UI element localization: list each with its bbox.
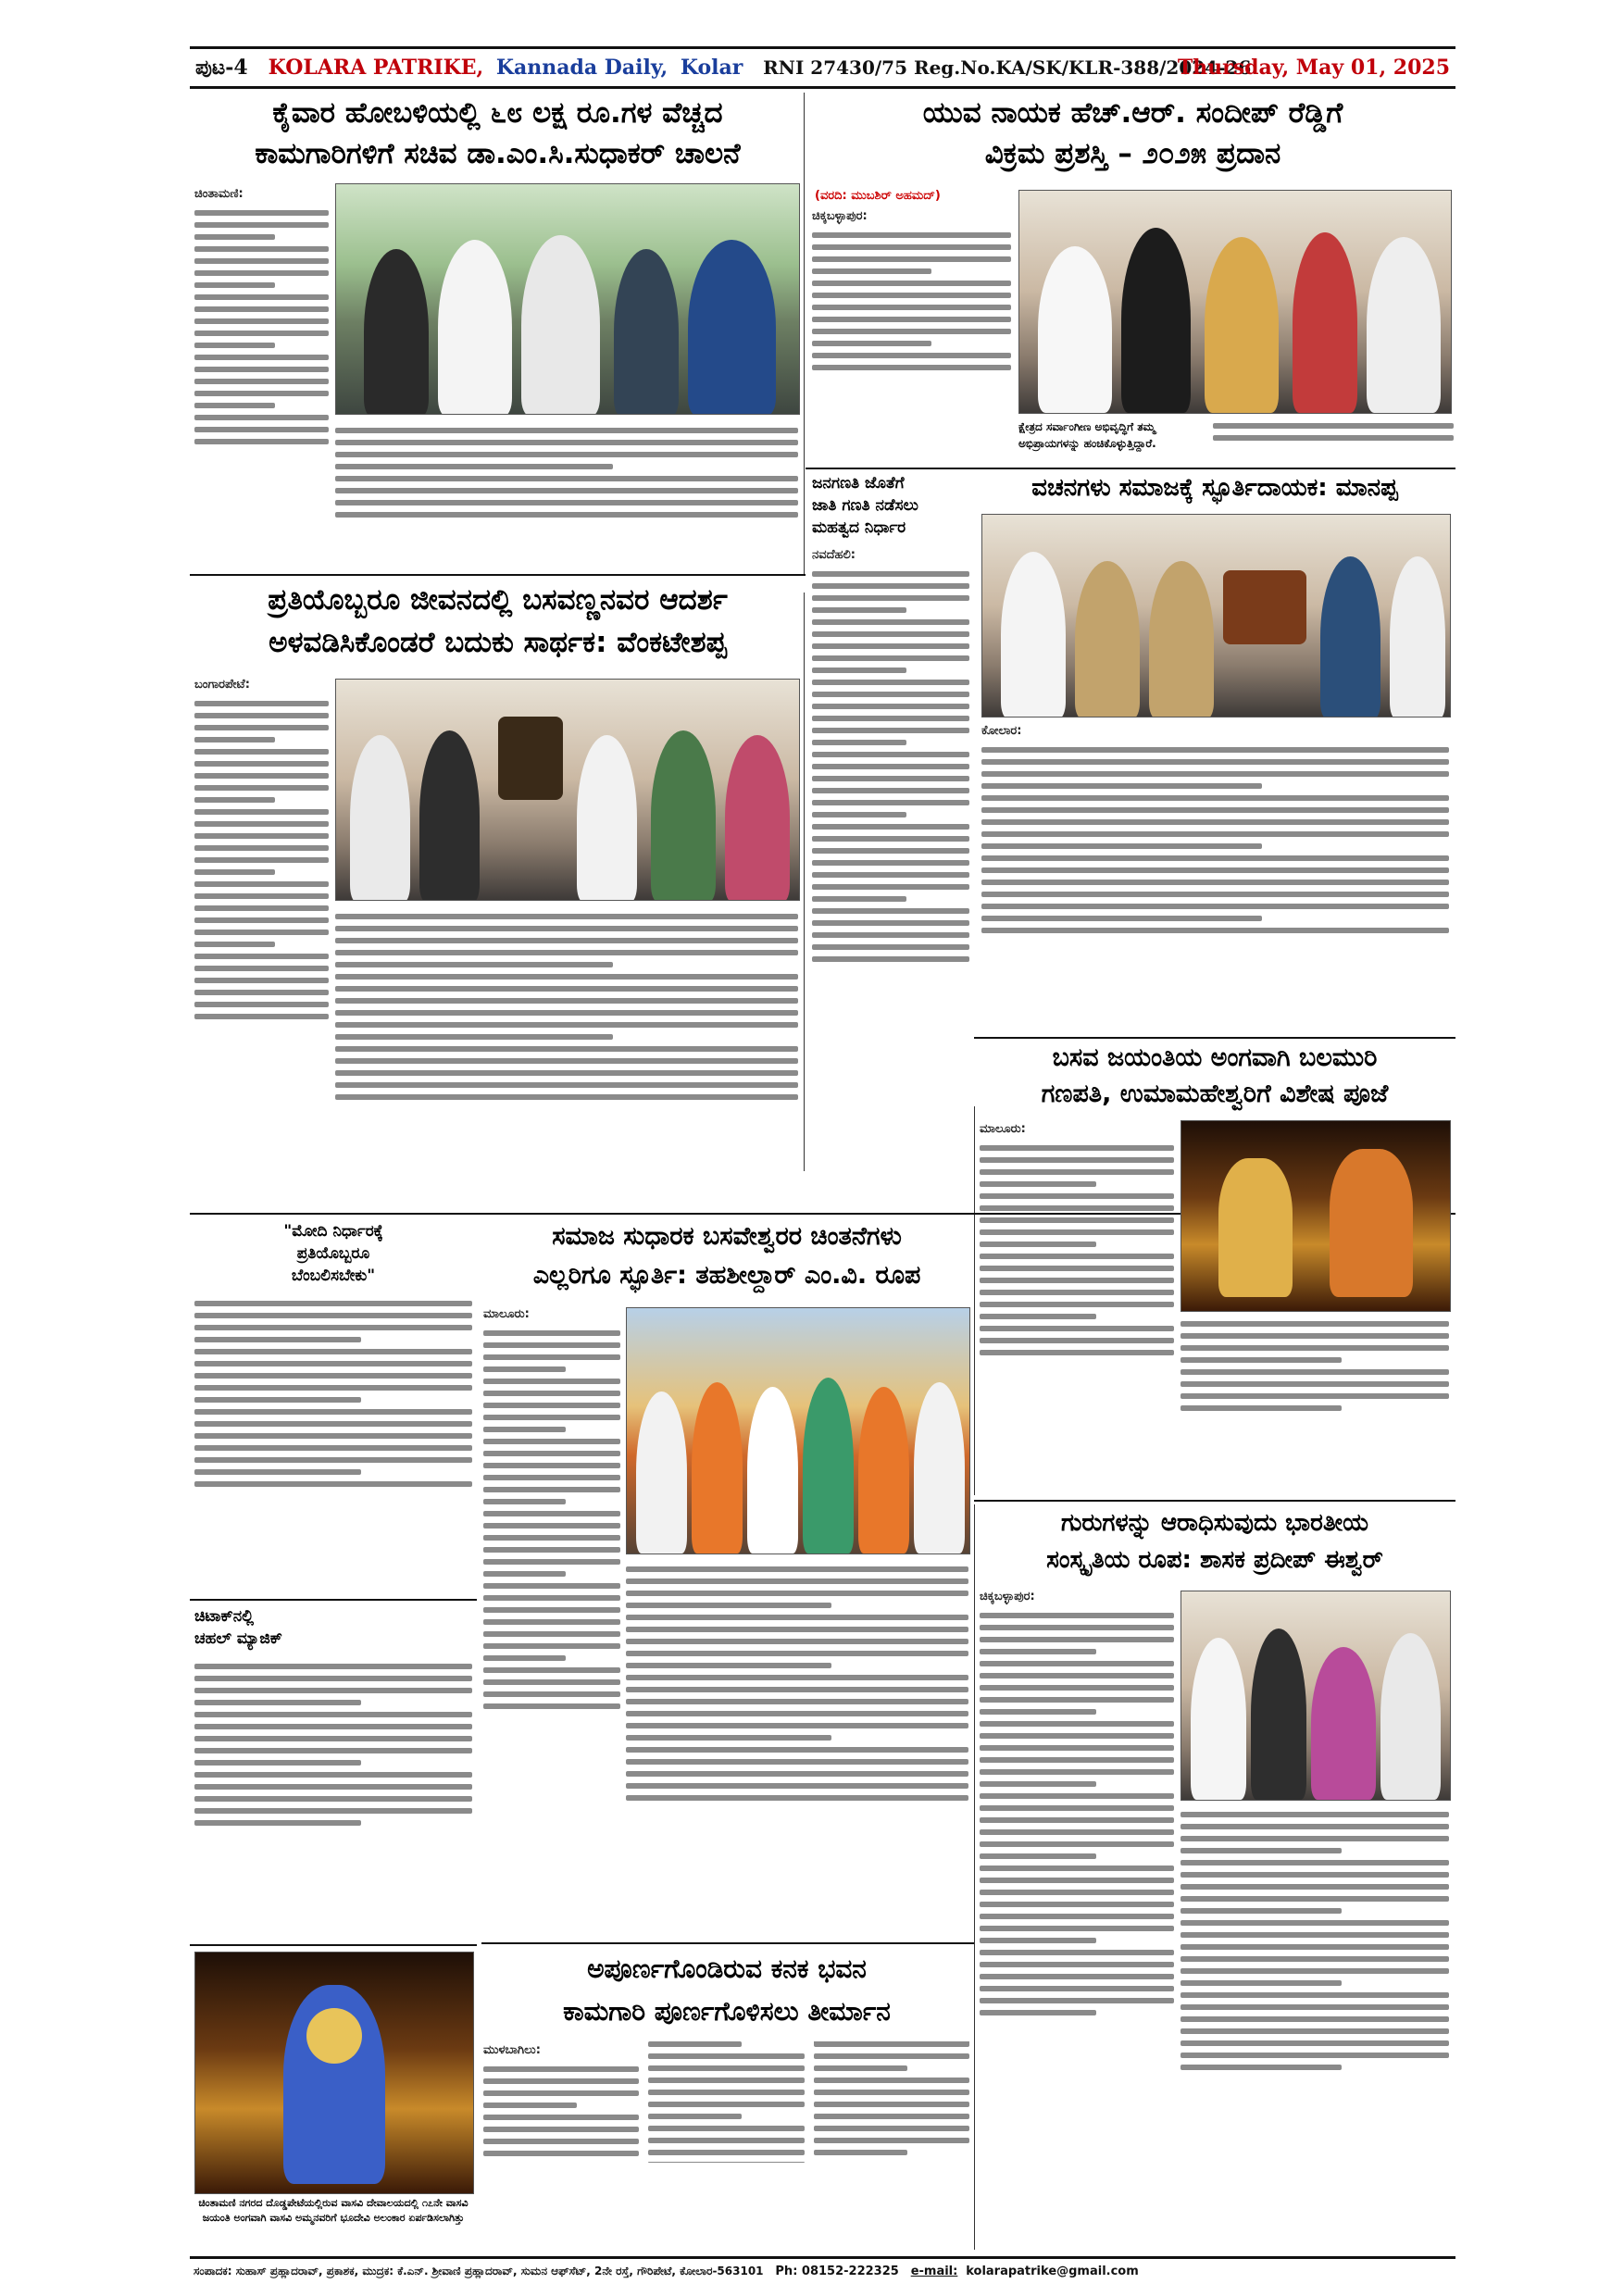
imprint-email[interactable]: kolarapatrike@gmail.com bbox=[966, 2265, 1139, 2278]
story10-headline-line2: ಚಹಲ್ ಮ್ಯಾಜಿಕ್ bbox=[194, 1629, 282, 1648]
story1-body-col1 bbox=[194, 185, 329, 574]
story2-photo bbox=[1018, 190, 1452, 414]
section-rule bbox=[974, 1500, 1455, 1502]
vasavi-shrine-caption: ಚಿಂತಾಮಣಿ ನಗರದ ದೊಡ್ಡಪೇಟೆಯಲ್ಲಿರುವ ವಾಸವಿ ದೇವಾಲಯದಲ್ಲಿ ೧೭ನೇ ವಾಸವಿ ಜಯಂತಿ ಅಂಗವಾಗಿ ವಾಸವಿ ಅಮ್ಮನವರಿಗೆ ಭೂದೇವಿ ಅಲಂಕಾರ ಏರ್ಪಡಿಸಲಾಗಿತ್ತು bbox=[198, 2197, 468, 2224]
story9-photo bbox=[1181, 1591, 1451, 1801]
story5-dateline: ಕೋಲಾರ: bbox=[981, 724, 1022, 738]
section-rule bbox=[974, 1037, 1455, 1039]
story9-headline-line1: ಗುರುಗಳನ್ನು ಆರಾಧಿಸುವುದು ಭಾರತೀಯ bbox=[1061, 1509, 1368, 1537]
story9-dateline: ಚಿಕ್ಕಬಳ್ಳಾಪುರ: bbox=[980, 1590, 1035, 1603]
story8-body-lower bbox=[626, 1560, 968, 1940]
story1-photo bbox=[335, 183, 800, 415]
story5-body bbox=[981, 722, 1449, 1032]
story4-headline-line3: ಮಹತ್ವದ ನಿರ್ಧಾರ bbox=[812, 518, 906, 537]
page-number: ಪುಟ-4 bbox=[195, 56, 248, 80]
story5-photo bbox=[981, 514, 1451, 718]
column-rule bbox=[974, 1504, 975, 2250]
story8-photo bbox=[626, 1307, 970, 1554]
story5-headline: ವಚನಗಳು ಸಮಾಜಕ್ಕೆ ಸ್ಫೂರ್ತಿದಾಯಕ: ಮಾನಪ್ಪ bbox=[1031, 474, 1398, 502]
story10-body bbox=[194, 1657, 472, 1940]
imprint-phone: Ph: 08152-222325 bbox=[775, 2265, 899, 2278]
imprint-email-label: e-mail: bbox=[910, 2265, 958, 2278]
story9-headline-line2: ಸಂಸ್ಕೃತಿಯ ರೂಪ: ಶಾಸಕ ಪ್ರದೀಪ್ ಈಶ್ವರ್ bbox=[1046, 1546, 1383, 1574]
story3-body-col1 bbox=[194, 676, 329, 1204]
story6-headline-line2: ಗಣಪತಿ, ಉಮಾಮಹೇಶ್ವರಿಗೆ ವಿಶೇಷ ಪೂಜೆ bbox=[1041, 1079, 1389, 1108]
story4-body bbox=[812, 546, 969, 1213]
story2-headline-line2: ವಿಕ್ರಮ ಪ್ರಶಸ್ತಿ – ೨೦೨೫ ಪ್ರದಾನ bbox=[984, 137, 1281, 170]
section-rule bbox=[190, 1944, 477, 1946]
story11-body bbox=[483, 2041, 969, 2250]
paper-edition: Kannada Daily, bbox=[495, 56, 668, 80]
story2-photo-caption: ಕ್ಷೇತ್ರದ ಸರ್ವಾಂಗೀಣ ಅಭಿವೃದ್ಧಿಗೆ ತಮ್ಮ ಅಭಿಪ್ರಾಯಗಳನ್ನು ಹಂಚಿಕೊಳ್ಳುತ್ತಿದ್ದಾರೆ. bbox=[1018, 420, 1156, 450]
story1-dateline: ಚಿಂತಾಮಣಿ: bbox=[194, 187, 244, 201]
masthead bbox=[190, 46, 1455, 89]
story9-body-col2 bbox=[1181, 1805, 1449, 2248]
story4-headline-line1: ಜನಗಣತಿ ಜೊತೆಗೆ bbox=[812, 474, 905, 493]
paper-city: Kolar bbox=[680, 56, 743, 80]
story6-photo bbox=[1181, 1120, 1451, 1312]
story10-headline-line1: ಚಿಟಾಕ್‌ನಲ್ಲಿ bbox=[194, 1607, 255, 1626]
story2-byline: (ವರದಿ: ಮುಬಶಿರ್ ಅಹಮದ್) bbox=[815, 189, 941, 203]
section-rule bbox=[481, 1942, 974, 1944]
story4-headline-line2: ಜಾತಿ ಗಣತಿ ನಡೆಸಲು bbox=[812, 496, 918, 515]
story8-dateline: ಮಾಲೂರು: bbox=[483, 1307, 530, 1321]
column-rule bbox=[804, 593, 805, 1171]
registration-number: RNI 27430/75 Reg.No.KA/SK/KLR-388/2024-26 bbox=[763, 56, 1252, 79]
story7-body bbox=[194, 1294, 472, 1595]
story3-photo bbox=[335, 679, 800, 901]
imprint-text: ಸಂಪಾದಕ: ಸುಹಾಸ್ ಪ್ರಹ್ಲಾದರಾವ್, ಪ್ರಕಾಶಕ, ಮುದ್ರಕ: ಕೆ.ಎನ್. ಶ್ರೀವಾಣಿ ಪ್ರಹ್ಲಾದರಾವ್, ಸುಮನ ಆಫ್‌ಸೆಟ್, 2ನೇ ರಸ್ತೆ, ಗೌರಿಪೇಟೆ, ಕೋಲಾರ-563101 bbox=[194, 2265, 764, 2277]
imprint-footer bbox=[190, 2256, 1455, 2283]
story2-body-col1 bbox=[812, 207, 1011, 467]
story1-headline-line2: ಕಾಮಗಾರಿಗಳಿಗೆ ಸಚಿವ ಡಾ.ಎಂ.ಸಿ.ಸುಧಾಕರ್ ಚಾಲನೆ bbox=[255, 137, 741, 170]
story2-dateline: ಚಿಕ್ಕಬಳ್ಳಾಪುರ: bbox=[812, 209, 868, 223]
section-rule bbox=[190, 1599, 477, 1601]
story3-headline-line1: ಪ್ರತಿಯೊಬ್ಬರೂ ಜೀವನದಲ್ಲಿ ಬಸವಣ್ಣನವರ ಆದರ್ಶ bbox=[268, 583, 728, 617]
column-rule bbox=[804, 93, 805, 574]
column-rule bbox=[974, 1106, 975, 1495]
paper-name: KOLARA PATRIKE, bbox=[268, 56, 484, 80]
story11-dateline: ಮುಳಬಾಗಿಲು: bbox=[483, 2043, 541, 2057]
story3-body-lower bbox=[335, 907, 798, 1204]
story9-body-col1 bbox=[980, 1588, 1174, 2245]
story11-headline-line2: ಕಾಮಗಾರಿ ಪೂರ್ಣಗೊಳಿಸಲು ತೀರ್ಮಾನ bbox=[563, 1996, 891, 2027]
issue-date: Thursday, May 01, 2025 bbox=[1177, 56, 1450, 80]
story8-headline-line2: ಎಲ್ಲರಿಗೂ ಸ್ಫೂರ್ತಿ: ತಹಶೀಲ್ದಾರ್ ಎಂ.ವಿ. ರೂಪ bbox=[532, 1261, 921, 1290]
story11-headline-line1: ಅಪೂರ್ಣಗೊಂಡಿರುವ ಕನಕ ಭವನ bbox=[587, 1953, 867, 1984]
story1-body-lower bbox=[335, 421, 798, 569]
story3-headline-line2: ಅಳವಡಿಸಿಕೊಂಡರೆ ಬದುಕು ಸಾರ್ಥಕ: ವೆಂಕಟೇಶಪ್ಪ bbox=[269, 626, 727, 659]
story2-headline-line1: ಯುವ ನಾಯಕ ಹೆಚ್.ಆರ್. ಸಂದೀಪ್ ರೆಡ್ಡಿಗೆ bbox=[922, 96, 1343, 130]
story6-dateline: ಮಾಲೂರು: bbox=[980, 1122, 1026, 1136]
section-rule bbox=[190, 574, 806, 576]
story6-headline-line1: ಬಸವ ಜಯಂತಿಯ ಅಂಗವಾಗಿ ಬಲಮುರಿ bbox=[1052, 1043, 1378, 1072]
story7-headline-line2: ಪ್ರತಿಯೊಬ್ಬರೂ bbox=[296, 1244, 370, 1263]
section-rule bbox=[806, 468, 1455, 469]
story7-headline-line3: ಬೆಂಬಲಿಸಬೇಕು" bbox=[291, 1267, 376, 1285]
vasavi-shrine-photo bbox=[194, 1952, 474, 2194]
story8-body-col1 bbox=[483, 1305, 620, 1940]
story7-headline-line1: "ಮೋದಿ ನಿರ್ಧಾರಕ್ಕೆ bbox=[283, 1222, 383, 1241]
story1-headline-line1: ಕೈವಾರ ಹೋಬಳಿಯಲ್ಲಿ ೬೮ ಲಕ್ಷ ರೂ.ಗಳ ವೆಚ್ಚದ bbox=[272, 96, 723, 130]
story6-body-col2 bbox=[1181, 1315, 1449, 1495]
story2-body-col3 bbox=[1213, 417, 1454, 465]
story6-body-col1 bbox=[980, 1120, 1174, 1495]
story8-headline-line1: ಸಮಾಜ ಸುಧಾರಕ ಬಸವೇಶ್ವರರ ಚಿಂತನೆಗಳು bbox=[552, 1222, 902, 1251]
story3-dateline: ಬಂಗಾರಪೇಟೆ: bbox=[194, 678, 250, 692]
story4-dateline: ನವದೆಹಲಿ: bbox=[812, 548, 856, 562]
